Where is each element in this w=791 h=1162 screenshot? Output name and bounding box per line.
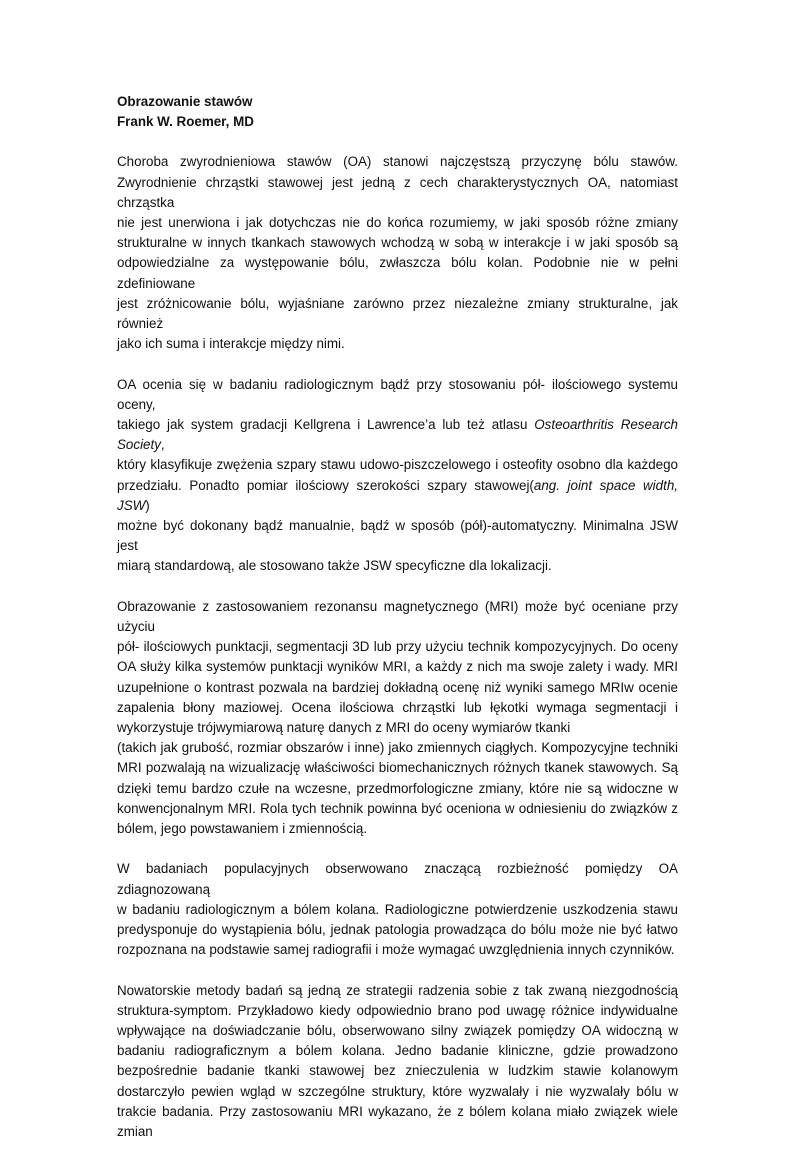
text-line: struktura-symptom. Przykładowo kiedy odpowiednio brano pod uwagę różnice indywidualne [117, 1002, 678, 1018]
text-line: dostarczyło pewien wgląd w szczególne struktury, które wyzwalały i nie wyzwalały bólu w [117, 1083, 678, 1099]
text-line: uzupełnione o kontrast pozwala na bardziej dokładną ocenę niż wyniki samego MRIw ocenie [117, 679, 678, 695]
document-body [117, 152, 678, 1142]
text-line: zapalenia błony maziowej. Ocena ilościowa chrząstki lub łękotki wymaga segmentacji i [117, 699, 678, 715]
text-line: bólem, jego powstawaniem i zmiennością. [117, 821, 368, 837]
text-line: Choroba zwyrodnieniowa stawów (OA) stanowi najczęstszą przyczynę bólu stawów. [117, 154, 678, 170]
text-line: wpływające na doświadczanie bólu, obserwowano silny związek pomiędzy OA widoczną w [117, 1023, 678, 1039]
text-line: Obrazowanie z zastosowaniem rezonansu magnetycznego (MRI) może być oceniane przy użyciu [117, 598, 678, 635]
text-line: konwencjonalnym MRI. Rola tych technik powinna być oceniona w odniesieniu do związków z [117, 800, 678, 816]
text-line: jako ich suma i interakcje między nimi. [117, 336, 345, 352]
text-line: nie jest unerwiona i jak dotychczas nie do końca rozumiemy, w jaki sposób różne zmiany [117, 215, 678, 231]
text-fragment: przedziału. Ponadto pomiar ilościowy szerokości szpary stawowej( [117, 477, 534, 493]
text-line: OA ocenia się w badaniu radiologicznym bądź przy stosowaniu pół- ilościowego systemu oceny, [117, 376, 678, 412]
text-line: w badaniu radiologicznym a bólem kolana. Radiologiczne potwierdzenie uszkodzenia stawu [117, 901, 678, 917]
paragraph [117, 981, 678, 1143]
text-line: strukturalne w innych tkankach stawowych wchodzą w sobą w interakcje i w jaki sposób są [117, 235, 678, 251]
document-author: Frank W. Roemer, MD [117, 114, 254, 130]
text-line [117, 415, 678, 455]
paragraph [117, 375, 678, 577]
text-line: miarą standardową, ale stosowano także JSW specyficzne dla lokalizacji. [117, 558, 552, 574]
italic-term: ang. joint space width, JSW [117, 477, 678, 513]
paragraph [117, 597, 678, 839]
paragraph [117, 859, 678, 960]
text-line: wykorzystuje trójwymiarową naturę danych z MRI do oceny wymiarów tkanki [117, 720, 571, 736]
text-line: dzięki temu bardzo czułe na wczesne, przedmorfologiczne zmiany, które nie są widoczne w [117, 780, 678, 796]
text-line: OA służy kilka systemów punktacji wyników MRI, a każdy z nich ma swoje zalety i wady. MRI [117, 659, 678, 675]
italic-term: Osteoarthritis Research Society [117, 417, 678, 453]
text-line: badaniu radiograficznym a bólem kolana. Jedno badanie kliniczne, gdzie prowadzono [117, 1043, 678, 1059]
text-line: Zwyrodnienie chrząstki stawowej jest jedną z cech charakterystycznych OA, natomiast chrząstka [117, 174, 678, 210]
text-line: bezpośrednie badanie tkanki stawowej bez znieczulenia w ludzkim stawie kolanowym [117, 1063, 678, 1079]
text-line: rozpoznana na podstawie samej radiografii i może wymagać uwzględnienia innych czynników. [117, 942, 675, 958]
paragraph [117, 152, 678, 354]
text-line: pół- ilościowych punktacji, segmentacji 3D lub przy użyciu technik kompozycyjnych. Do oceny [117, 639, 678, 655]
text-line: który klasyfikuje zwężenia szpary stawu udowo-piszczelowego i osteofity osobno dla każdego [117, 457, 678, 473]
text-line: (takich jak grubość, rozmiar obszarów i inne) jako zmiennych ciągłych. Kompozycyjne techniki [117, 740, 678, 756]
text-fragment: ) [145, 497, 150, 513]
document-title: Obrazowanie stawów [117, 94, 253, 109]
title-block [117, 92, 678, 132]
text-line: Nowatorskie metody badań są jedną ze strategii radzenia sobie z tak zwaną niezgodnością [117, 982, 678, 998]
text-line: W badaniach populacyjnych obserwowano znaczącą rozbieżność pomiędzy OA zdiagnozowaną [117, 861, 678, 897]
text-line [117, 476, 678, 516]
text-fragment: , [160, 437, 165, 453]
text-fragment: takiego jak system gradacji Kellgrena i Lawrence’a lub też atlasu [117, 417, 535, 433]
text-line: jest zróżnicowanie bólu, wyjaśniane zarówno przez niezależne zmiany strukturalne, jak również [117, 295, 678, 332]
text-line: predysponuje do wystąpienia bólu, jednak patologia prowadząca do bólu może nie być łatwo [117, 922, 678, 938]
text-line: odpowiedzialne za występowanie bólu, zwłaszcza bólu kolan. Podobnie nie w pełni zdefiniowane [117, 255, 678, 291]
text-line: trakcie badania. Przy zastosowaniu MRI wykazano, że z bólem kolana miało związek wiele zmian [117, 1103, 678, 1140]
text-line: MRI pozwalają na wizualizację właściwości biomechanicznych różnych tkanek stawowych. Są [117, 760, 678, 776]
text-line: możne być dokonany bądź manualnie, bądź w sposób (pół)-automatyczny. Minimalna JSW jest [117, 518, 678, 554]
document-page [117, 92, 678, 1162]
